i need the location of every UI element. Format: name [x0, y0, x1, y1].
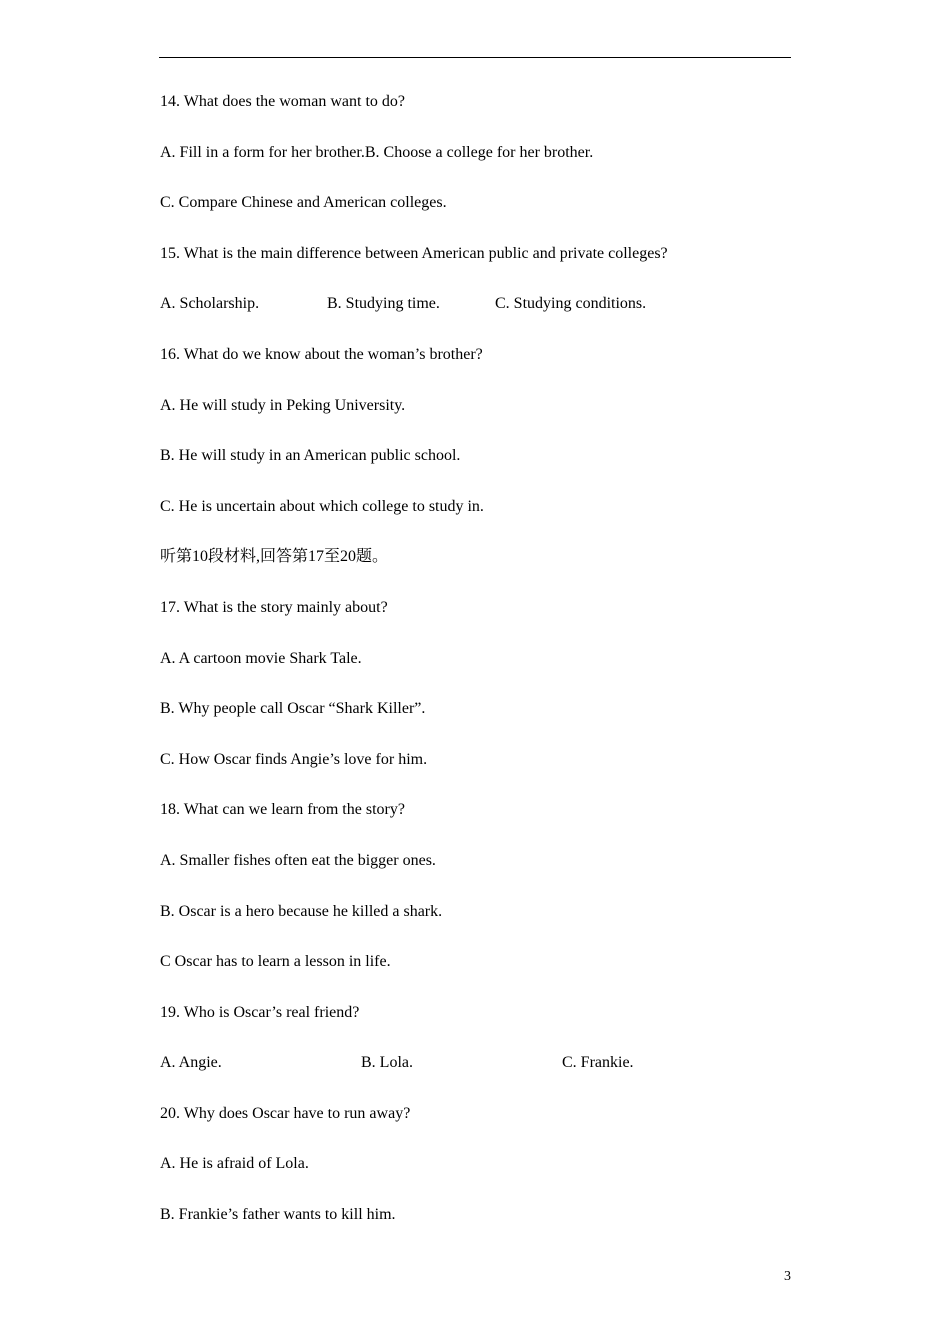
question-16: 16. What do we know about the woman’s brother?: [160, 345, 483, 363]
question-20: 20. Why does Oscar have to run away?: [160, 1104, 411, 1122]
question-18-option-b: B. Oscar is a hero because he killed a shark.: [160, 902, 443, 920]
question-16-option-b: B. He will study in an American public school.: [160, 447, 461, 465]
question-20-option-b: B. Frankie’s father wants to kill him.: [160, 1206, 396, 1224]
question-15-option-a: A. Scholarship.: [160, 295, 260, 313]
question-15-option-c: C. Studying conditions.: [495, 295, 647, 313]
question-19-option-c: C. Frankie.: [562, 1054, 634, 1072]
question-19-options: [160, 1051, 792, 1102]
header-rule: [159, 57, 791, 58]
question-17-option-c: C. How Oscar finds Angie’s love for him.: [160, 750, 428, 768]
question-content: [160, 90, 792, 1254]
question-17-option-a: A. A cartoon movie Shark Tale.: [160, 649, 362, 667]
question-15-option-b: B. Studying time.: [327, 295, 440, 313]
question-20-option-a: A. He is afraid of Lola.: [160, 1155, 309, 1173]
question-14-option-c: C. Compare Chinese and American colleges.: [160, 194, 447, 212]
question-15: 15. What is the main difference between American public and private colleges?: [160, 244, 668, 262]
question-17-option-b: B. Why people call Oscar “Shark Killer”.: [160, 700, 426, 718]
question-19-option-b: B. Lola.: [361, 1054, 413, 1072]
section-instruction: 听第10段材料,回答第17至20题。: [160, 548, 389, 566]
question-14: 14. What does the woman want to do?: [160, 93, 405, 110]
question-18: 18. What can we learn from the story?: [160, 801, 405, 819]
question-15-options: [160, 292, 792, 343]
question-18-option-c: C Oscar has to learn a lesson in life.: [160, 953, 391, 971]
page-number: 3: [784, 1269, 791, 1284]
question-18-option-a: A. Smaller fishes often eat the bigger ones.: [160, 851, 436, 869]
question-19: 19. Who is Oscar’s real friend?: [160, 1003, 360, 1021]
question-14-options-ab: A. Fill in a form for her brother.B. Choose a college for her brother.: [160, 143, 594, 161]
question-17: 17. What is the story mainly about?: [160, 598, 388, 616]
question-19-option-a: A. Angie.: [160, 1054, 222, 1072]
question-16-option-c: C. He is uncertain about which college to study in.: [160, 497, 484, 515]
question-16-option-a: A. He will study in Peking University.: [160, 396, 406, 414]
